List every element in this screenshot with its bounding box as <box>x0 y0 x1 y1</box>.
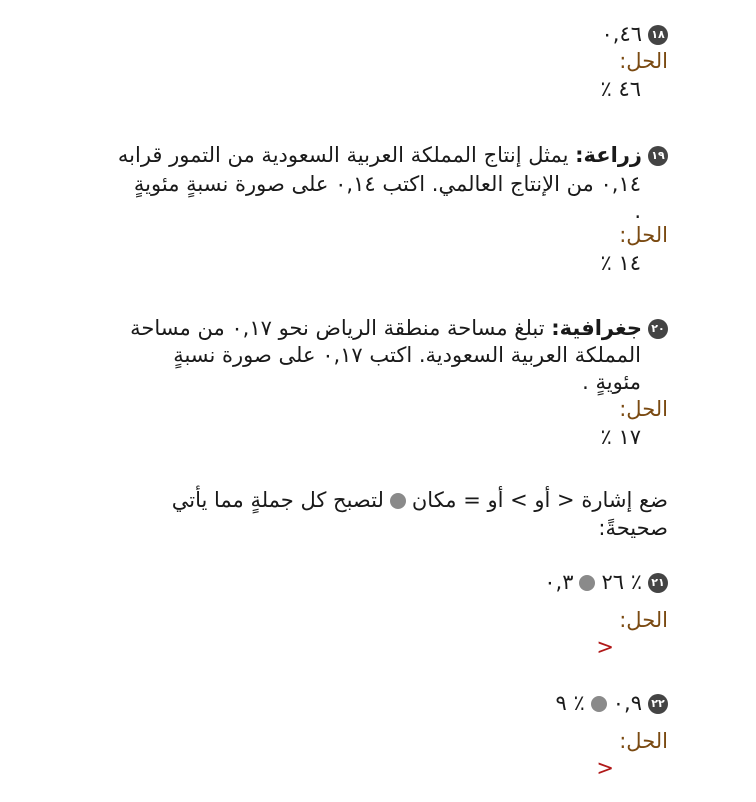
question-22 <box>556 689 668 717</box>
instruction-line-2: صحيحةً: <box>598 516 668 540</box>
question-text-line-1: يمثل إنتاج المملكة العربية السعودية من التمور قرابه <box>117 143 569 167</box>
question-text-line-3: مئويةٍ . <box>582 370 641 394</box>
question-number-badge: ٢٠ <box>648 319 668 339</box>
comparison-right: ٩ ٪ <box>555 691 585 715</box>
question-expression: ٠,٤٦ <box>601 22 642 46</box>
solution-answer: ١٤ ٪ <box>600 251 641 275</box>
question-text-line-2: ٠,١٤ من الإنتاج العالمي. اكتب ٠,١٤ على صورة نسبةٍ مئويةٍ <box>133 172 641 196</box>
question-number-badge: ٢٢ <box>648 694 668 714</box>
question-number-badge: ٢١ <box>648 573 668 593</box>
question-18 <box>601 20 668 48</box>
question-text-line-2: المملكة العربية السعودية. اكتب ٠,١٧ على صورة نسبةٍ <box>173 343 641 367</box>
circle-placeholder-icon <box>390 493 406 509</box>
solution-label: الحل: <box>619 223 668 247</box>
solution-answer: < <box>596 635 614 659</box>
question-text-line-3: . <box>634 199 641 223</box>
question-topic: جغرافية: <box>551 316 642 340</box>
question-number-badge: ١٨ <box>648 25 668 45</box>
question-number-badge: ١٩ <box>648 146 668 166</box>
question-20 <box>130 313 668 343</box>
circle-placeholder-icon <box>579 575 595 591</box>
question-19 <box>118 140 668 170</box>
solution-answer: < <box>596 756 614 780</box>
solution-label: الحل: <box>619 608 668 632</box>
question-topic: زراعة: <box>575 143 642 167</box>
solution-answer: ١٧ ٪ <box>600 425 641 449</box>
solution-label: الحل: <box>619 397 668 421</box>
solution-label: الحل: <box>619 49 668 73</box>
circle-placeholder-icon <box>591 696 607 712</box>
instruction-text-b: لتصبح كل جملةٍ مما يأتي <box>171 488 384 512</box>
question-21 <box>544 568 668 596</box>
question-text-line-1: تبلغ مساحة منطقة الرياض نحو ٠,١٧ من مساحة <box>130 316 545 340</box>
instruction-text-a: ضع إشارة < أو > أو = مكان <box>411 488 668 512</box>
comparison-left: ٠,٩ <box>612 691 642 715</box>
solution-answer: ٤٦ ٪ <box>600 77 641 101</box>
comparison-left: ٢٦ ٪ <box>601 570 642 594</box>
instruction-line-1 <box>172 485 668 515</box>
solution-label: الحل: <box>619 729 668 753</box>
comparison-right: ٠,٣ <box>544 570 574 594</box>
